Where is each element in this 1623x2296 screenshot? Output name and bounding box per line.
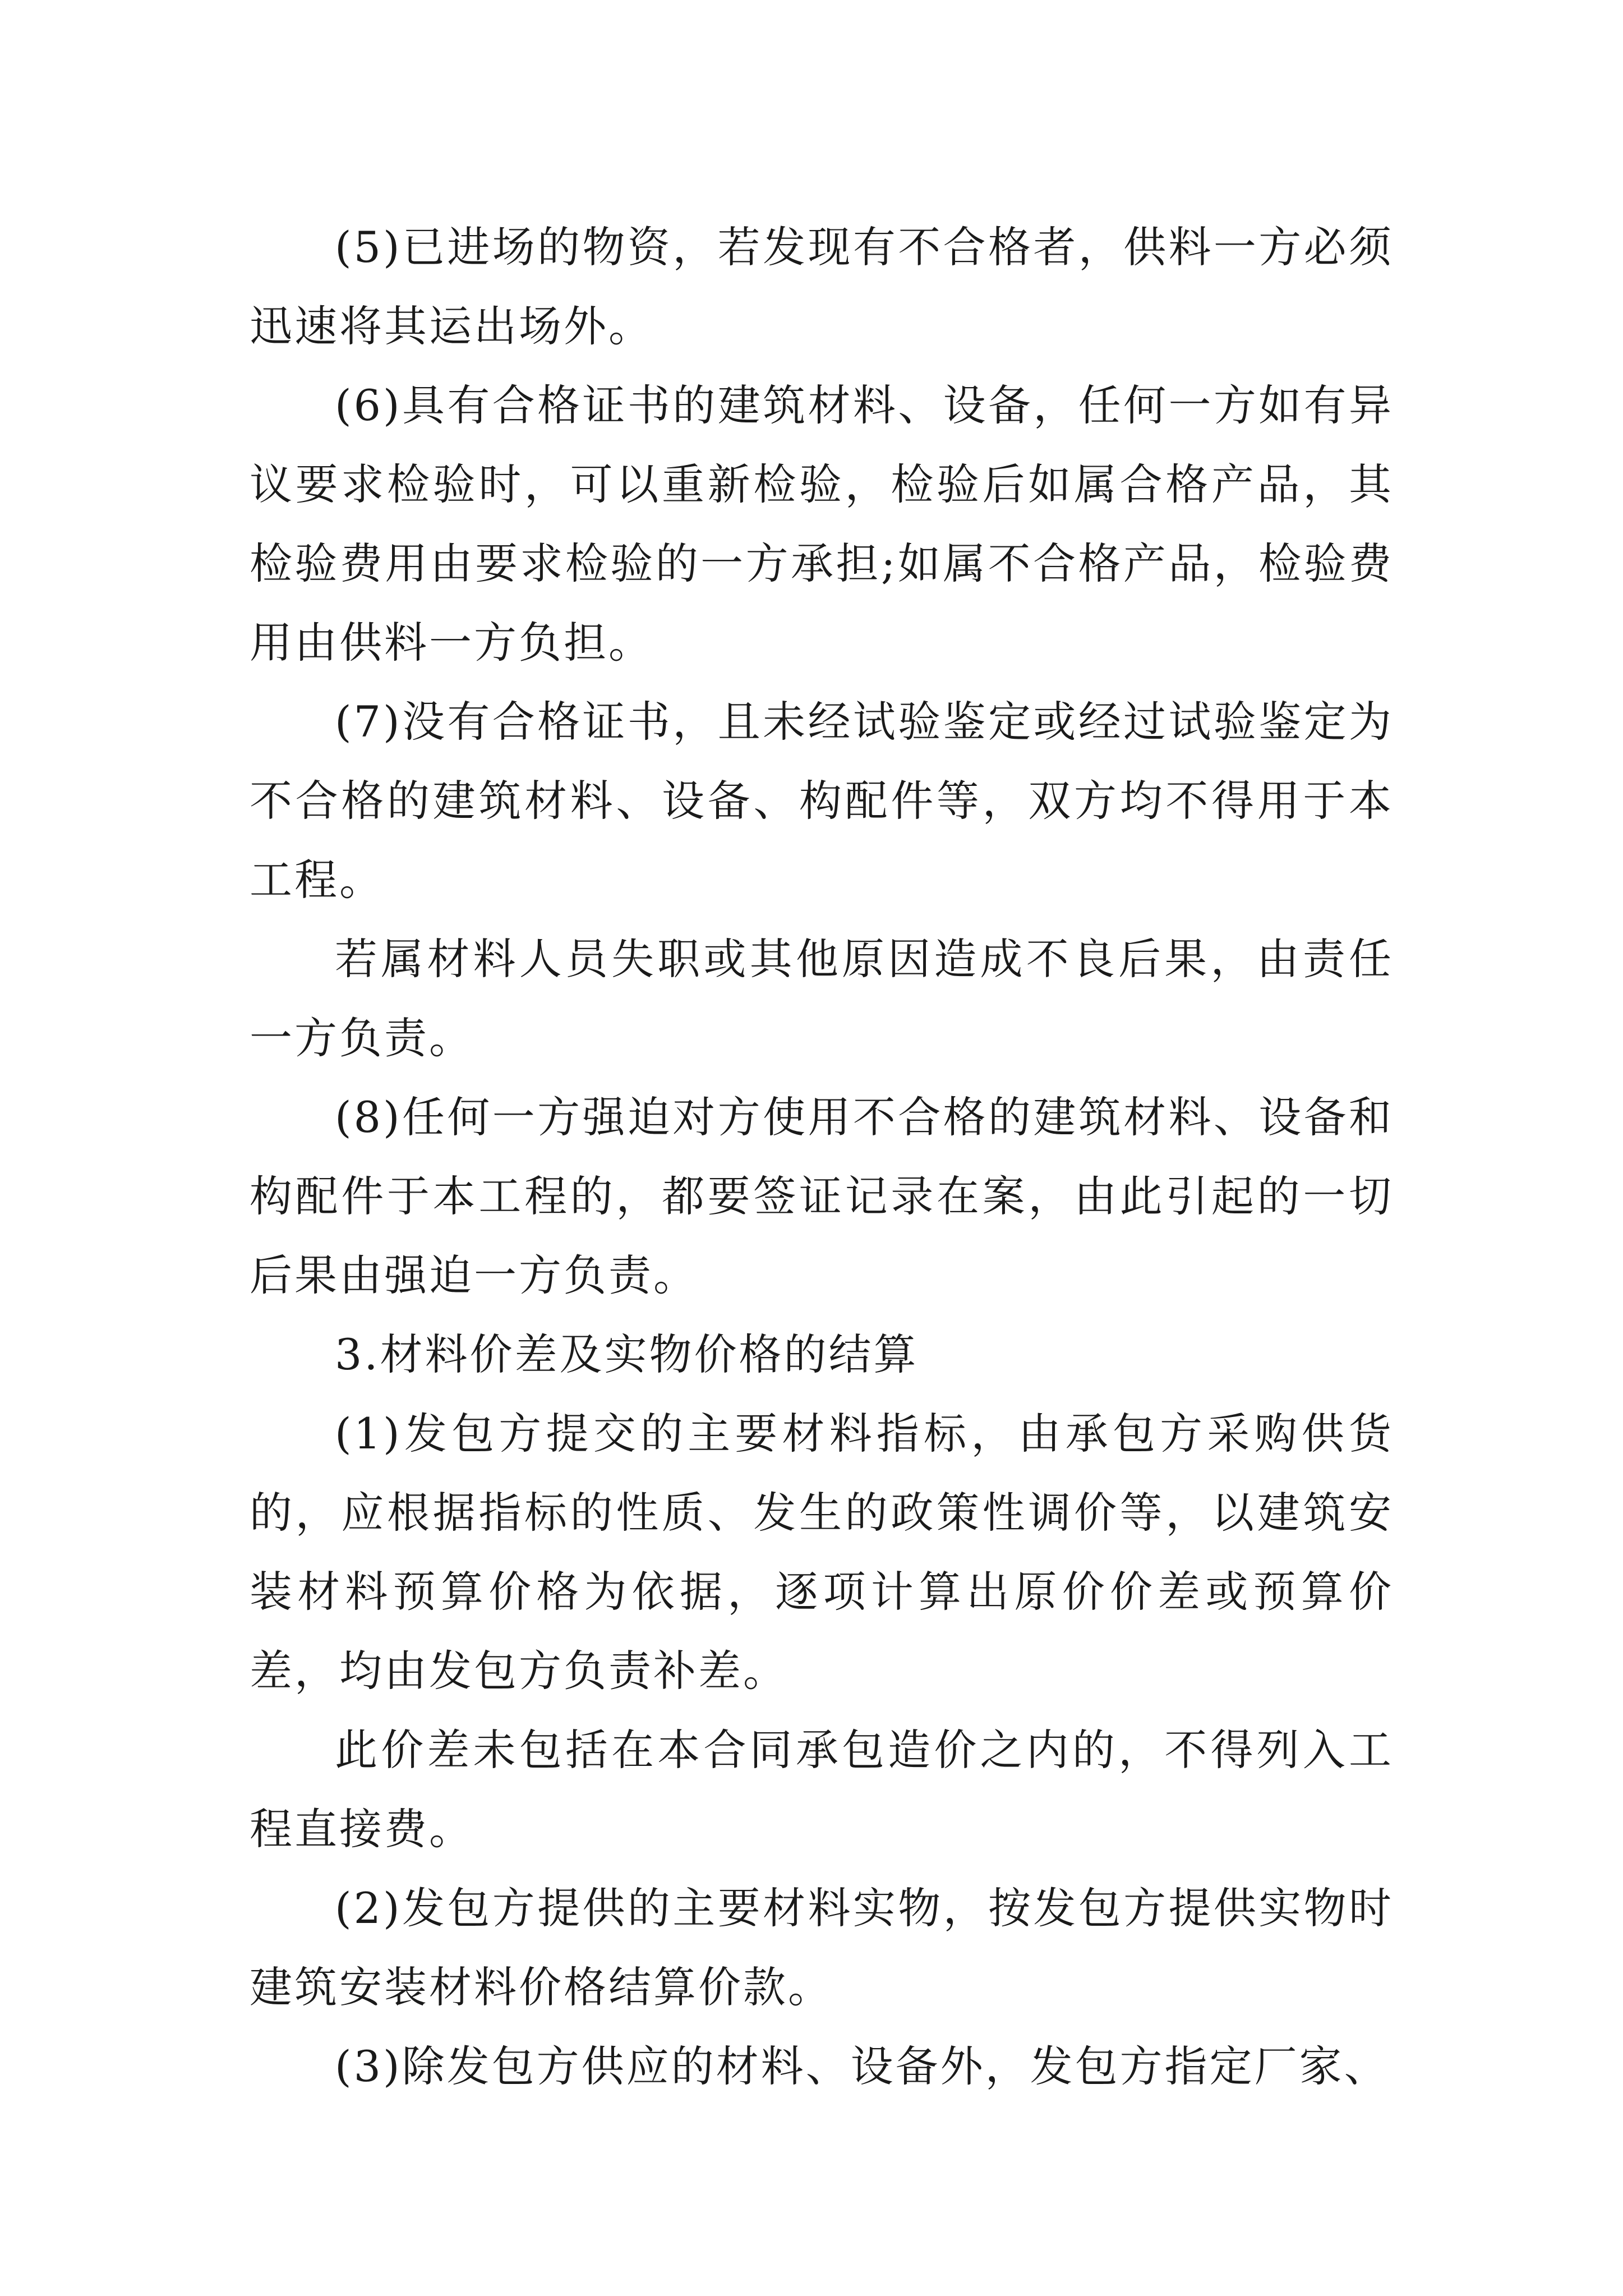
paragraph-item-8: (8)任何一方强迫对方使用不合格的建筑材料、设备和构配件于本工程的，都要签证记录在案，由此引起的一切后果由强迫一方负责。	[250, 1092, 1394, 1300]
paragraph-price-difference-note: 此价差未包括在本合同承包造价之内的，不得列入工程直接费。	[250, 1725, 1394, 1854]
paragraph-item-7: (7)没有合格证书，且未经试验鉴定或经过试验鉴定为不合格的建筑材料、设备、构配件等，双方均不得用于本工程。	[250, 697, 1394, 905]
paragraph-material-responsibility: 若属材料人员失职或其他原因造成不良后果，由责任一方负责。	[250, 934, 1394, 1063]
paragraph-item-3: (3)除发包方供应的材料、设备外，发包方指定厂家、	[335, 2041, 1389, 2091]
paragraph-item-1: (1)发包方提交的主要材料指标，由承包方采购供货的，应根据指标的性质、发生的政策性调价等，以建筑安装材料预算价格为依据，逐项计算出原价价差或预算价差，均由发包方负责补差。	[250, 1409, 1394, 1696]
paragraph-item-5: (5)已进场的物资，若发现有不合格者，供料一方必须迅速将其运出场外。	[250, 222, 1394, 351]
paragraph-item-6: (6)具有合格证书的建筑材料、设备，任何一方如有异议要求检验时，可以重新检验，检验后如属合格产品，其检验费用由要求检验的一方承担;如属不合格产品，检验费用由供料一方负担。	[250, 380, 1394, 668]
paragraph-item-2: (2)发包方提供的主要材料实物，按发包方提供实物时建筑安装材料价格结算价款。	[250, 1883, 1394, 2012]
document-body	[250, 208, 1394, 2106]
section-heading-3: 3.材料价差及实物价格的结算	[335, 1329, 919, 1379]
